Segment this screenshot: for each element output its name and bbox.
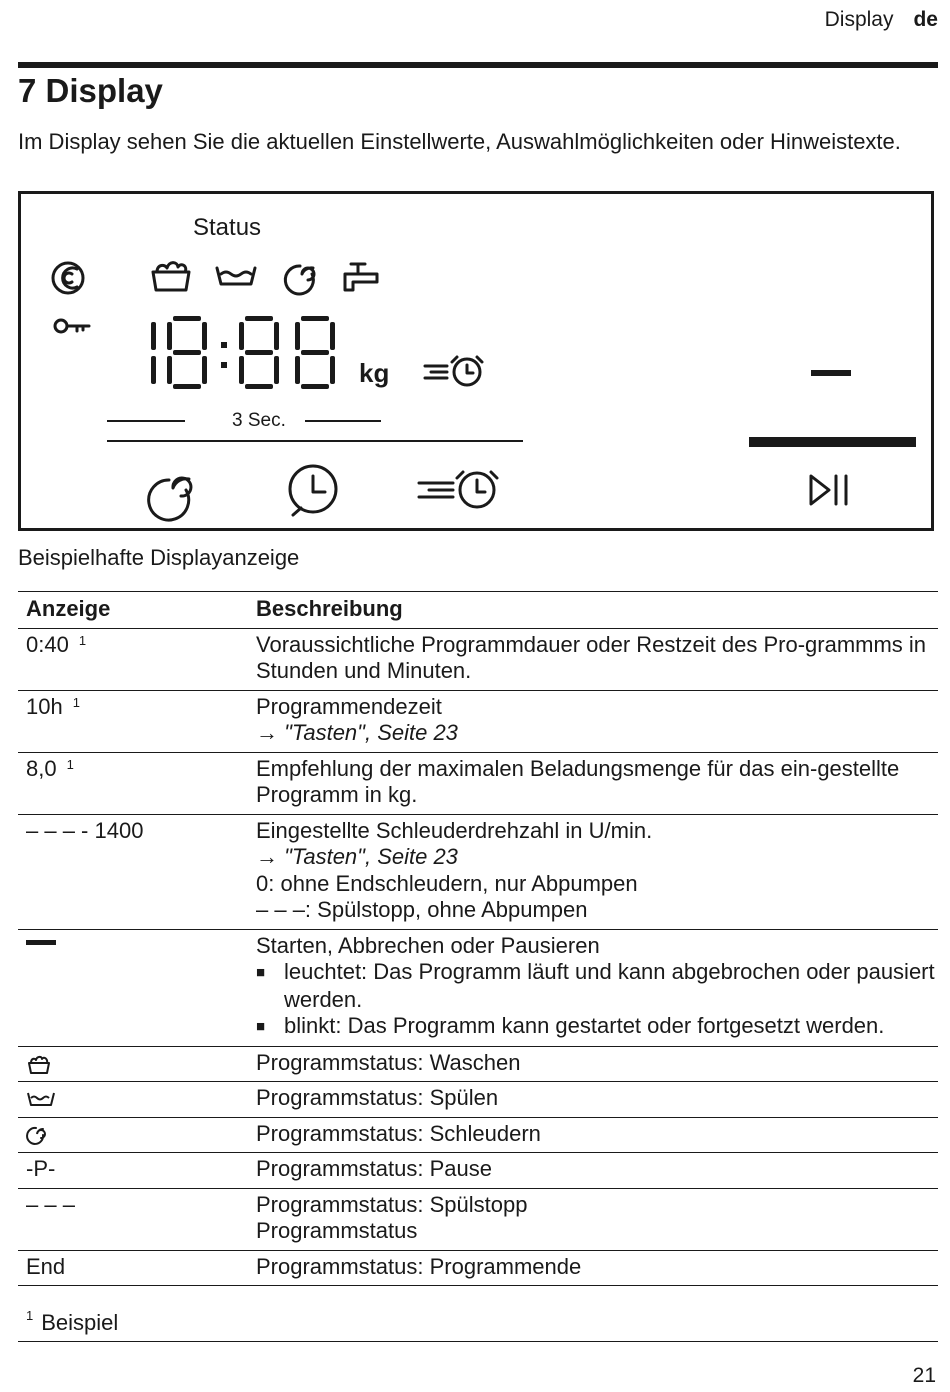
cell-description: Programmstatus: Waschen	[248, 1046, 938, 1082]
cell-description: Programmstatus: Spülen	[248, 1082, 938, 1118]
page-number: 21	[912, 1364, 936, 1387]
smart-control-icon	[53, 263, 83, 293]
cell-description: Programmstatus: Spülstopp Programmstatus	[248, 1188, 938, 1250]
cell-description: Eingestellte Schleuderdrehzahl in U/min. → "Tasten", Seite 23 0: ohne Endschleudern, nur Abpumpen – – –: Spülstopp, ohne Abpumpen	[248, 814, 938, 929]
seven-segment-readout	[151, 316, 335, 389]
cell-display: -P-	[18, 1153, 248, 1189]
table-row	[18, 814, 938, 929]
header-lang: de	[913, 8, 938, 31]
table-row	[18, 1117, 938, 1153]
col-header-description: Beschreibung	[248, 592, 938, 629]
cell-display	[18, 929, 248, 1046]
cross-reference: → "Tasten", Seite 23	[256, 844, 458, 869]
cell-description: Starten, Abbrechen oder Pausieren ■ leuchtet: Das Programm läuft und kann abgebrochen oder pausiert werden. ■ blinkt: Das Programm kann gestartet oder fortgesetzt werden.	[248, 929, 938, 1046]
end-time-button-icon	[419, 472, 497, 507]
intro-text: Im Display sehen Sie die aktuellen Einstellwerte, Auswahlmöglichkeiten oder Hinweistexte.	[18, 129, 901, 154]
unit-label: kg	[359, 358, 390, 388]
cell-display	[18, 1117, 248, 1153]
cell-display: 0:40 $^1$	[18, 628, 248, 690]
cell-description: Empfehlung der maximalen Beladungsmenge für das ein-gestellte Programm in kg.	[248, 752, 938, 814]
cell-description: Programmstatus: Programmende	[248, 1250, 938, 1286]
wash-icon	[153, 263, 189, 290]
dash-segment	[811, 370, 851, 376]
clock-button-icon	[290, 466, 336, 515]
dash-icon	[26, 940, 56, 945]
display-graphic	[21, 194, 931, 528]
cell-display	[18, 1046, 248, 1082]
status-label: Status	[193, 214, 262, 241]
cell-description: Programmendezeit → "Tasten", Seite 23	[248, 690, 938, 752]
cell-display: 8,0 $^1$	[18, 752, 248, 814]
display-figure	[18, 191, 934, 531]
cell-description: Programmstatus: Schleudern	[248, 1117, 938, 1153]
spin-icon	[26, 1124, 50, 1146]
table-row	[18, 690, 938, 752]
rinse-icon	[26, 1090, 56, 1108]
table-row	[18, 1188, 938, 1250]
cell-display	[18, 1082, 248, 1118]
page-header	[825, 8, 938, 32]
table-row	[18, 628, 938, 690]
col-header-display: Anzeige	[18, 592, 248, 629]
table-header-row	[18, 592, 938, 629]
list-item: ■ blinkt: Das Programm kann gestartet oder fortgesetzt werden.	[256, 1013, 938, 1041]
table-row	[18, 1250, 938, 1286]
figure-caption: Beispielhafte Displayanzeige	[18, 545, 300, 570]
table-row	[18, 929, 938, 1046]
key-icon	[55, 320, 89, 332]
header-section: Display	[824, 8, 894, 31]
start-pause-icon	[811, 476, 846, 504]
cell-display: End	[18, 1250, 248, 1286]
wash-icon	[26, 1053, 52, 1075]
progress-bar	[749, 437, 916, 447]
footnote: $^1$ Beispiel	[26, 1308, 119, 1335]
cell-display: 10h $^1$	[18, 690, 248, 752]
cross-reference: → "Tasten", Seite 23	[256, 720, 458, 745]
table-row	[18, 1046, 938, 1082]
cell-description: Voraussichtliche Programmdauer oder Restzeit des Pro-grammms in Stunden und Minuten.	[248, 628, 938, 690]
list-item: ■ leuchtet: Das Programm läuft und kann abgebrochen oder pausiert werden.	[256, 959, 938, 1013]
cell-display: – – –	[18, 1188, 248, 1250]
rinse-icon	[217, 268, 255, 284]
cell-description: Programmstatus: Pause	[248, 1153, 938, 1189]
table-row	[18, 752, 938, 814]
header-rule	[18, 62, 938, 68]
spin-button-icon	[149, 478, 191, 520]
chapter-title: 7 Display	[18, 72, 163, 109]
cell-display: – – – - 1400	[18, 814, 248, 929]
lock-label: 3 Sec.	[199, 410, 289, 432]
spin-icon	[285, 266, 314, 294]
table-row	[18, 1082, 938, 1118]
table-row	[18, 1153, 938, 1189]
tap-icon	[345, 264, 377, 290]
footnote-rule	[18, 1341, 938, 1342]
display-table	[18, 591, 938, 1286]
end-time-icon	[425, 357, 482, 385]
